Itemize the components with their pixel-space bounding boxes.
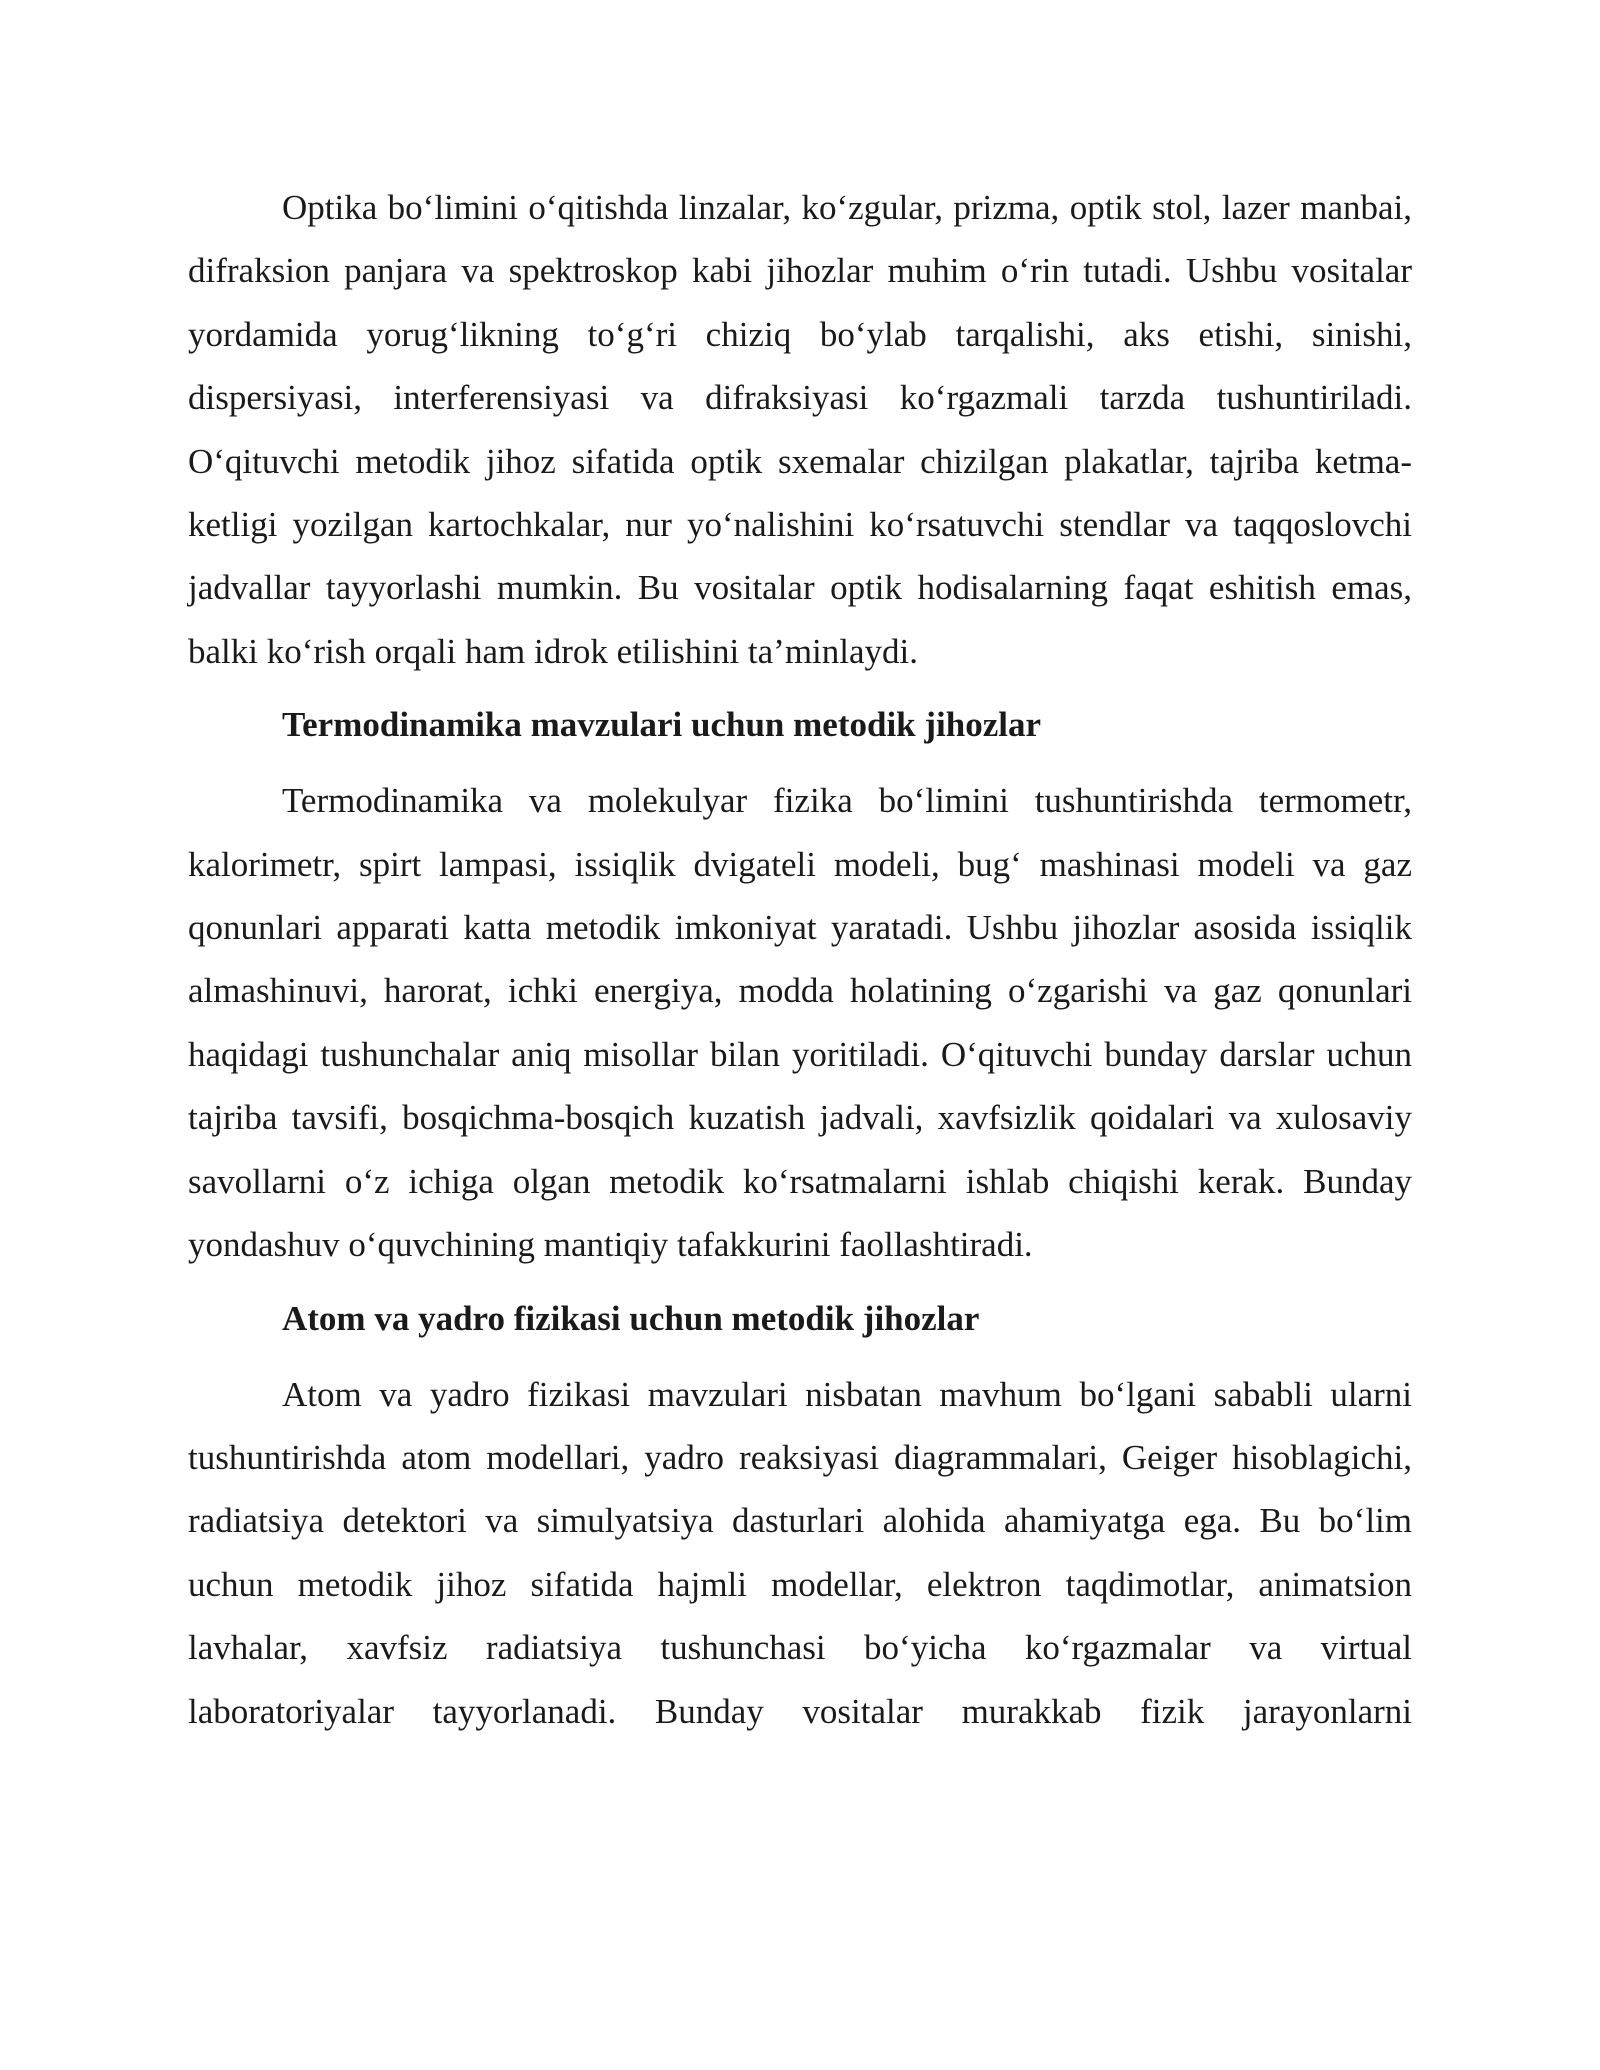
paragraph-thermodynamics: Termodinamika va molekulyar fizika bo‘limini tushuntirishda termometr, kalorimetr, spirt lampasi, issiqlik dvigateli modeli, bug‘ mashinasi modeli va gaz qonunlari apparati katta metodik imkoniyat yaratadi. Ushbu jihozlar asosida issiqlik almashinuvi, harorat, ichki energiya, modda holatining o‘zgarishi va gaz qonunlari haqidagi tushunchalar aniq misollar bilan yoritiladi. O‘qituvchi bunday darslar uchun tajriba tavsifi, bosqichma-bosqich kuzatish jadvali, xavfsizlik qoidalari va xulosaviy savollarni o‘z ichiga olgan metodik ko‘rsatmalarni ishlab chiqishi kerak. Bunday yondashuv o‘quvchining mantiqiy tafakkurini faollashtiradi. xyxy=(188,781,1412,1265)
paragraph-optics: Optika bo‘limini o‘qitishda linzalar, ko‘zgular, prizma, optik stol, lazer manbai, difraksion panjara va spektroskop kabi jihozlar muhim o‘rin tutadi. Ushbu vositalar yordamida yorug‘likning to‘g‘ri chiziq bo‘ylab tarqalishi, aks etishi, sinishi, dispersiyasi, interferensiyasi va difraksiyasi ko‘rgazmali tarzda tushuntiriladi. O‘qituvchi metodik jihoz sifatida optik sxemalar chizilgan plakatlar, tajriba ketma-ketligi yozilgan kartochkalar, nur yo‘nalishini ko‘rsatuvchi stendlar va taqqoslovchi jadvallar tayyorlashi mumkin. Bu vositalar optik hodisalarning faqat eshitish emas, balki ko‘rish orqali ham idrok etilishini ta’minlaydi. xyxy=(188,188,1412,671)
document-body xyxy=(188,176,1412,1743)
paragraph-atomic-physics: Atom va yadro fizikasi mavzulari nisbatan mavhum bo‘lgani sababli ularni tushuntirishda atom modellari, yadro reaksiyasi diagrammalari, Geiger hisoblagichi, radiatsiya detektori va simulyatsiya dasturlari alohida ahamiyatga ega. Bu bo‘lim uchun metodik jihoz sifatida hajmli modellar, elektron taqdimotlar, animatsion lavhalar, xavfsiz radiatsiya tushunchasi bo‘yicha ko‘rgazmalar va virtual laboratoriyalar tayyorlanadi. Bunday vositalar murakkab fizik jarayonlarni xyxy=(188,1374,1412,1731)
section-heading-thermodynamics: Termodinamika mavzulari uchun metodik jihozlar xyxy=(282,705,1042,745)
section-heading-atomic-physics: Atom va yadro fizikasi uchun metodik jihozlar xyxy=(282,1298,980,1338)
